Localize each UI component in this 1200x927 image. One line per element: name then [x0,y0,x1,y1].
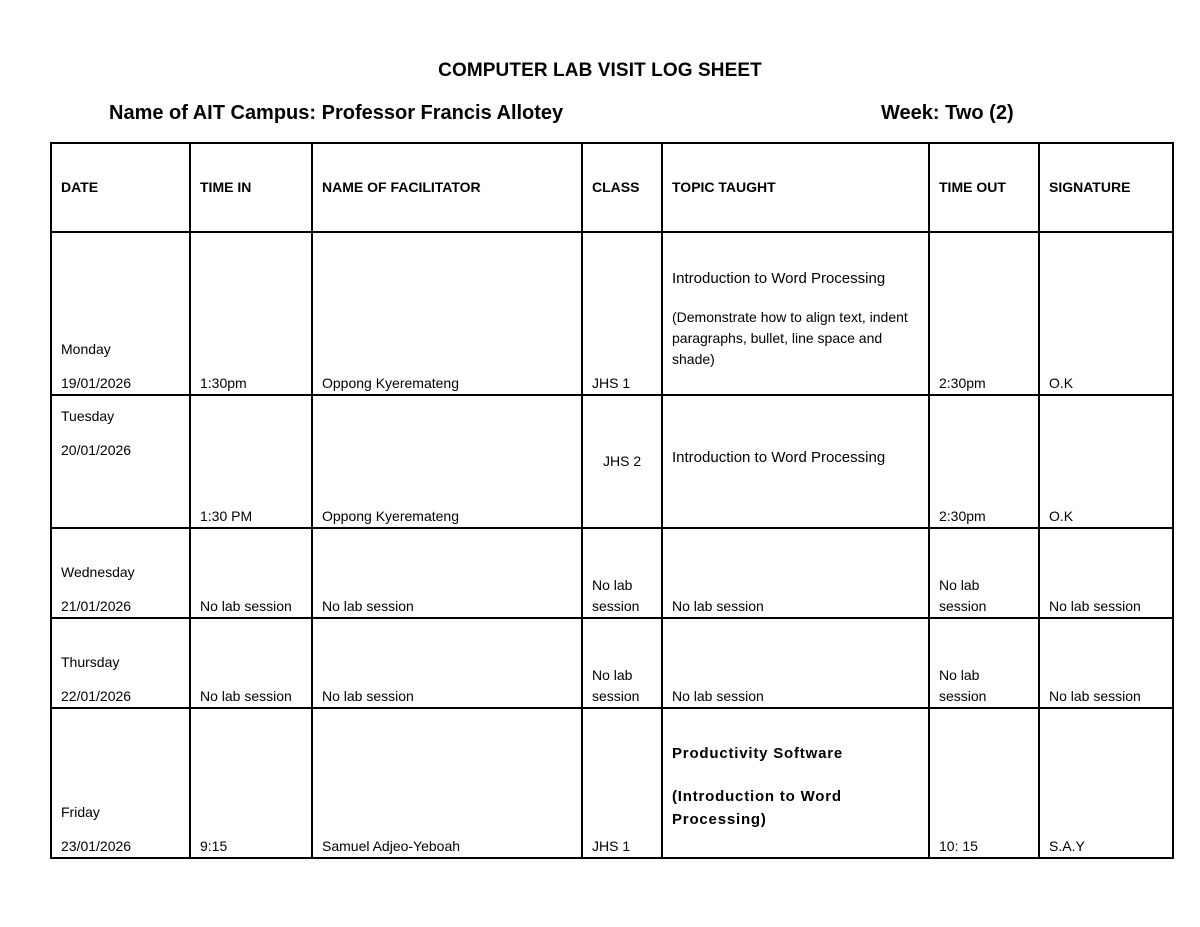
topic-title: Introduction to Word Processing [672,449,886,466]
topic-cell [662,232,929,395]
day-name: Wednesday [61,564,135,580]
topic-title: Productivity Software [672,745,843,762]
column-header-time-in: TIME IN [190,143,312,232]
page-title: COMPUTER LAB VISIT LOG SHEET [438,60,762,81]
signature-cell: No lab session [1039,618,1173,708]
class-cell: JHS 2 [582,395,662,528]
topic-cell: No lab session [662,528,929,618]
day-name: Friday [61,804,100,820]
time-out-cell: 2:30pm [929,395,1039,528]
time-in-cell: No lab session [190,618,312,708]
column-header-topic: TOPIC TAUGHT [662,143,929,232]
date-value: 20/01/2026 [61,442,132,458]
table-row [51,708,1173,858]
column-header-date: DATE [51,143,190,232]
class-cell: No lab session [582,618,662,708]
time-in-cell: 1:30 PM [190,395,312,528]
date-value: 23/01/2026 [61,838,132,854]
time-in-cell: 9:15 [190,708,312,858]
date-value: 19/01/2026 [61,375,132,391]
date-cell [51,232,190,395]
time-out-cell: 10: 15 [929,708,1039,858]
topic-cell [662,395,929,528]
day-name: Monday [61,341,111,357]
facilitator-cell: Oppong Kyeremateng [312,395,582,528]
day-name: Thursday [61,654,120,670]
column-header-signature: SIGNATURE [1039,143,1173,232]
date-cell [51,528,190,618]
topic-detail: (Demonstrate how to align text, indent paragraphs, bullet, line space and shade) [672,309,908,367]
table-row [51,528,1173,618]
signature-cell: S.A.Y [1039,708,1173,858]
table-row [51,232,1173,395]
day-name: Tuesday [61,408,115,424]
table-header-row [51,143,1173,232]
date-cell [51,708,190,858]
signature-cell: No lab session [1039,528,1173,618]
topic-cell: No lab session [662,618,929,708]
date-value: 22/01/2026 [61,688,132,704]
facilitator-cell: No lab session [312,528,582,618]
column-header-facilitator: NAME OF FACILITATOR [312,143,582,232]
lab-log-table [50,142,1174,859]
date-cell [51,618,190,708]
date-value: 21/01/2026 [61,598,132,614]
table-row [51,618,1173,708]
topic-cell [662,708,929,858]
class-cell: JHS 1 [582,708,662,858]
facilitator-cell: No lab session [312,618,582,708]
time-out-cell: 2:30pm [929,232,1039,395]
facilitator-cell: Oppong Kyeremateng [312,232,582,395]
campus-name: Name of AIT Campus: Professor Francis Allotey [109,102,564,124]
time-out-cell: No lab session [929,528,1039,618]
signature-cell: O.K [1039,232,1173,395]
topic-detail: (Introduction to Word Processing) [672,788,842,828]
table-row [51,395,1173,528]
time-in-cell: 1:30pm [190,232,312,395]
date-cell [51,395,190,528]
signature-cell: O.K [1039,395,1173,528]
class-cell: No lab session [582,528,662,618]
time-in-cell: No lab session [190,528,312,618]
week-label: Week: Two (2) [881,102,1014,124]
time-out-cell: No lab session [929,618,1039,708]
column-header-time-out: TIME OUT [929,143,1039,232]
facilitator-cell: Samuel Adjeo-Yeboah [312,708,582,858]
class-cell: JHS 1 [582,232,662,395]
topic-title: Introduction to Word Processing [672,270,886,287]
column-header-class: CLASS [582,143,662,232]
